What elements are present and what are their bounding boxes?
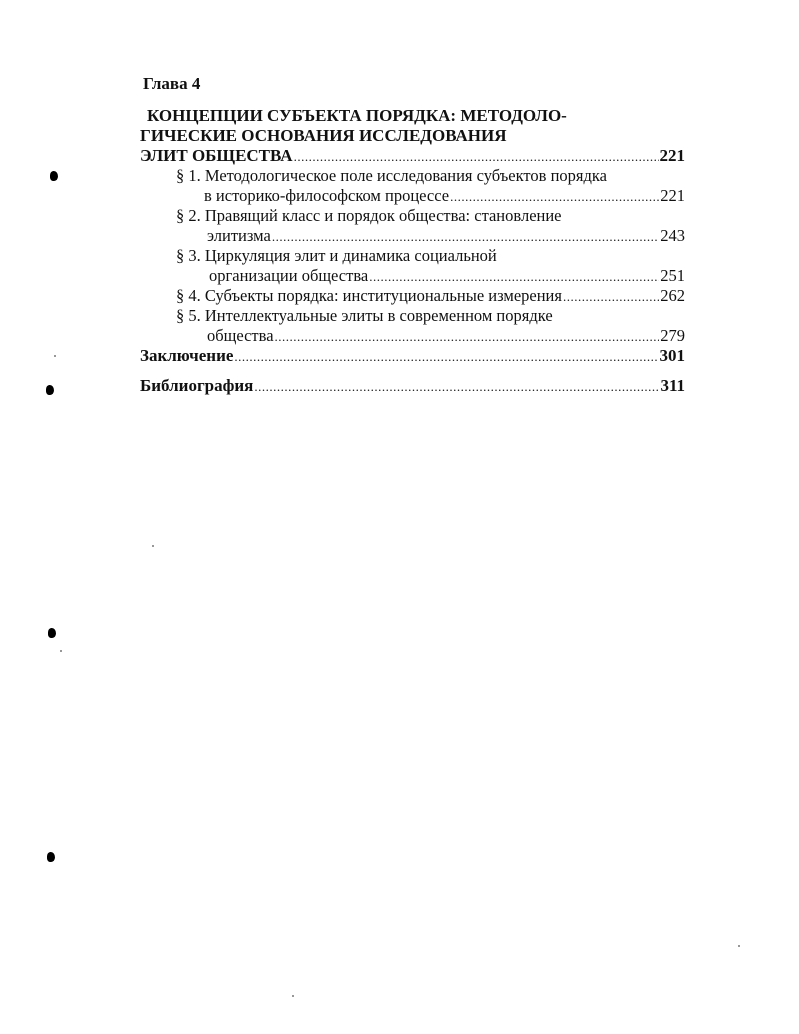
scan-speck bbox=[54, 355, 56, 357]
section-1-title-line-1: § 1. Методологическое поле исследования субъектов порядка bbox=[176, 166, 607, 185]
chapter-label: Глава 4 bbox=[143, 74, 201, 93]
bibliography-label: Библиография bbox=[140, 376, 254, 395]
toc-entry-section-2[interactable] bbox=[207, 226, 685, 247]
scan-speck bbox=[292, 995, 294, 997]
section-3-title-line-2: организации общества bbox=[209, 266, 369, 285]
page-number: 262 bbox=[660, 286, 685, 305]
section-3-title-line-1: § 3. Циркуляция элит и динамика социальной bbox=[176, 246, 497, 265]
punch-hole-mark bbox=[46, 385, 54, 395]
page-number: 301 bbox=[659, 346, 685, 365]
toc-entry-section-1[interactable] bbox=[204, 186, 685, 207]
dot-leader bbox=[254, 377, 659, 397]
dot-leader bbox=[369, 267, 659, 287]
punch-hole-mark bbox=[48, 628, 56, 638]
dot-leader bbox=[272, 227, 659, 247]
section-2-title-line-2: элитизма bbox=[207, 226, 271, 245]
toc-entry-conclusion[interactable] bbox=[140, 346, 685, 367]
toc-entry-bibliography[interactable] bbox=[140, 376, 685, 397]
dot-leader bbox=[294, 147, 659, 167]
page-number: 251 bbox=[660, 266, 685, 285]
page-number: 243 bbox=[660, 226, 685, 245]
page-number: 279 bbox=[660, 326, 685, 345]
chapter-title-line-1: КОНЦЕПЦИИ СУБЪЕКТА ПОРЯДКА: МЕТОДОЛО- bbox=[147, 106, 567, 125]
section-4-title: § 4. Субъекты порядка: институциональные измерения bbox=[176, 286, 562, 305]
dot-leader bbox=[234, 347, 658, 367]
section-1-title-line-2: в историко-философском процессе bbox=[204, 186, 450, 205]
page-number: 221 bbox=[660, 186, 685, 205]
chapter-title-line-2: ГИЧЕСКИЕ ОСНОВАНИЯ ИССЛЕДОВАНИЯ bbox=[140, 126, 507, 145]
dot-leader bbox=[563, 287, 659, 307]
punch-hole-mark bbox=[47, 852, 55, 862]
dot-leader bbox=[450, 187, 659, 207]
toc-entry-section-5[interactable] bbox=[207, 326, 685, 347]
dot-leader bbox=[275, 327, 660, 347]
toc-entry-chapter-4[interactable] bbox=[140, 146, 685, 167]
section-5-title-line-1: § 5. Интеллектуальные элиты в современном порядке bbox=[176, 306, 553, 325]
punch-hole-mark bbox=[50, 171, 58, 181]
scan-speck bbox=[152, 545, 154, 547]
section-5-title-line-2: общества bbox=[207, 326, 274, 345]
section-2-title-line-1: § 2. Правящий класс и порядок общества: становление bbox=[176, 206, 562, 225]
toc-entry-section-4[interactable] bbox=[176, 286, 685, 307]
page-number: 311 bbox=[660, 376, 685, 395]
page-number: 221 bbox=[659, 146, 685, 165]
conclusion-label: Заключение bbox=[140, 346, 234, 365]
toc-entry-section-3[interactable] bbox=[209, 266, 685, 287]
scan-speck bbox=[738, 945, 740, 947]
chapter-title-line-3: ЭЛИТ ОБЩЕСТВА bbox=[140, 146, 293, 165]
scan-speck bbox=[60, 650, 62, 652]
